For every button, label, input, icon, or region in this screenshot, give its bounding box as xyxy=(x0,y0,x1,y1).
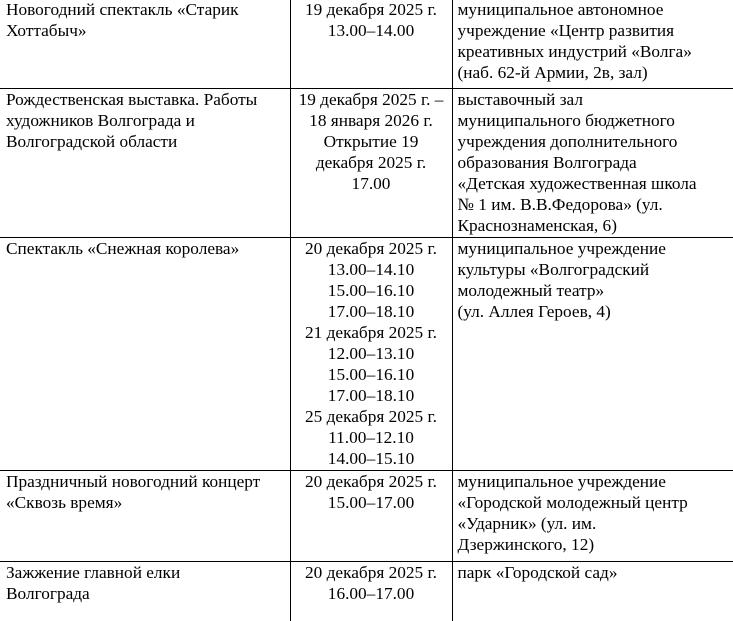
event-place: муниципальное учреждение культуры «Волгоградский молодежный театр» (ул. Аллея Героев, 4) xyxy=(452,237,733,470)
table-row xyxy=(0,88,733,237)
event-date: 19 декабря 2025 г. – 18 января 2026 г. Открытие 19 декабря 2025 г. 17.00 xyxy=(290,88,452,237)
event-place: муниципальное учреждение «Городской молодежный центр «Ударник» (ул. им. Дзержинского, 12) xyxy=(452,470,733,561)
event-name: Новогодний спектакль «Старик Хоттабыч» xyxy=(0,0,290,88)
event-name: Рождественская выставка. Работы художников Волгограда и Волгоградской области xyxy=(0,88,290,237)
table-row xyxy=(0,0,733,88)
event-date: 19 декабря 2025 г. 13.00–14.00 xyxy=(290,0,452,88)
event-date: 20 декабря 2025 г. 16.00–17.00 xyxy=(290,561,452,621)
event-place: выставочный зал муниципального бюджетного учреждения дополнительного образования Волгограда «Детская художественная школа № 1 им. В.В.Федорова» (ул. Краснознаменская, 6) xyxy=(452,88,733,237)
event-name: Зажжение главной елки Волгограда xyxy=(0,561,290,621)
event-name: Праздничный новогодний концерт «Сквозь время» xyxy=(0,470,290,561)
event-date: 20 декабря 2025 г. 13.00–14.10 15.00–16.10 17.00–18.10 21 декабря 2025 г. 12.00–13.10 15.00–16.10 17.00–18.10 25 декабря 2025 г. 11.00–12.10 14.00–15.10 xyxy=(290,237,452,470)
table-row xyxy=(0,237,733,470)
table-row xyxy=(0,561,733,621)
table-row xyxy=(0,470,733,561)
event-place: парк «Городской сад» xyxy=(452,561,733,621)
event-name: Спектакль «Снежная королева» xyxy=(0,237,290,470)
event-place: муниципальное автономное учреждение «Центр развития креативных индустрий «Волга» (наб. 62-й Армии, 2в, зал) xyxy=(452,0,733,88)
event-date: 20 декабря 2025 г. 15.00–17.00 xyxy=(290,470,452,561)
